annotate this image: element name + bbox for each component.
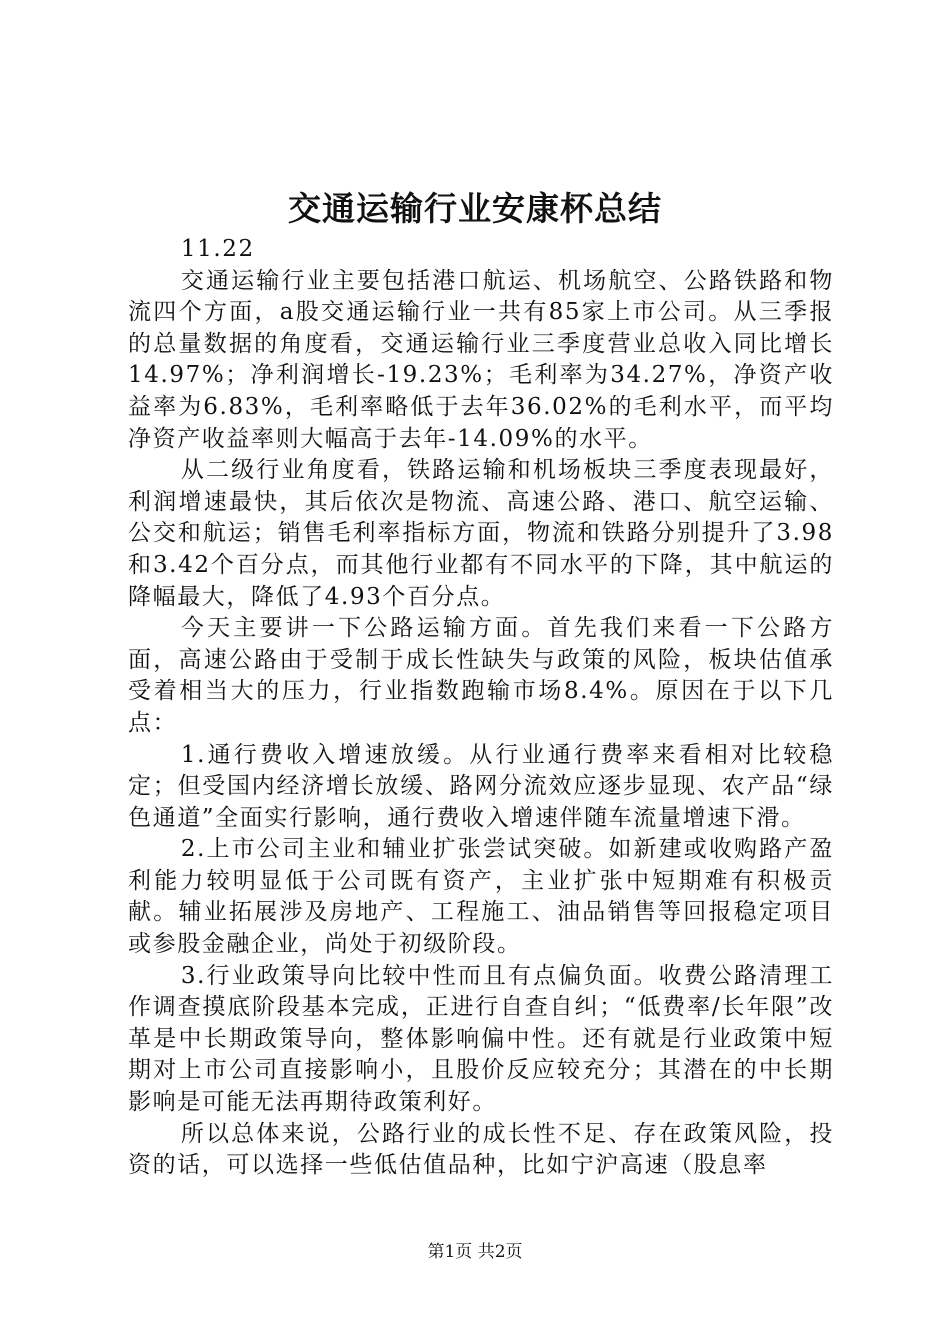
paragraph-highway-intro: 今天主要讲一下公路运输方面。首先我们来看一下公路方面，高速公路由于受制于成长性缺失与政策的风险，板块估值承受着相当大的压力，行业指数跑输市场8.4%。原因在于以下几点：	[128, 615, 834, 736]
document-body	[128, 234, 834, 1182]
paragraph-point-3: 3.行业政策导向比较中性而且有点偏负面。收费公路清理工作调查摸底阶段基本完成，正进行自查自纠；“低费率/长年限”改革是中长期政策导向，整体影响偏中性。还有就是行业政策中短期对上市公司直接影响小，且股价反应较充分；其潜在的中长期影响是可能无法再期待政策利好。	[128, 962, 834, 1116]
paragraph-overview: 交通运输行业主要包括港口航运、机场航空、公路铁路和物流四个方面，a股交通运输行业一共有85家上市公司。从三季报的总量数据的角度看，交通运输行业三季度营业总收入同比增长14.97%；净利润增长-19.23%；毛利率为34.27%，净资产收益率为6.83%，毛利率略低于去年36.02%的毛利水平，而平均净资产收益率则大幅高于去年-14.09%的水平。	[128, 267, 834, 452]
paragraph-conclusion: 所以总体来说，公路行业的成长性不足、存在政策风险，投资的话，可以选择一些低估值品种，比如宁沪高速（股息率	[128, 1120, 834, 1179]
page-footer: 第1页 共2页	[427, 1242, 523, 1262]
paragraph-point-1: 1.通行费收入增速放缓。从行业通行费率来看相对比较稳定；但受国内经济增长放缓、路网分流效应逐步显现、农产品“绿色通道”全面实行影响，通行费收入增速伴随车流量增速下滑。	[128, 741, 834, 831]
document-title: 交通运输行业安康杯总结	[288, 189, 662, 228]
paragraph-sub-industry: 从二级行业角度看，铁路运输和机场板块三季度表现最好，利润增速最快，其后依次是物流、高速公路、港口、航空运输、公交和航运；销售毛利率指标方面，物流和铁路分别提升了3.98和3.42个百分点，而其他行业都有不同水平的下降，其中航运的降幅最大，降低了4.93个百分点。	[128, 457, 834, 610]
paragraph-point-2: 2.上市公司主业和辅业扩张尝试突破。如新建或收购路产盈利能力较明显低于公司既有资产，主业扩张中短期难有积极贡献。辅业拓展涉及房地产、工程施工、油品销售等回报稳定项目或参股金融企业，尚处于初级阶段。	[128, 836, 834, 958]
date-line: 11.22	[180, 236, 255, 262]
